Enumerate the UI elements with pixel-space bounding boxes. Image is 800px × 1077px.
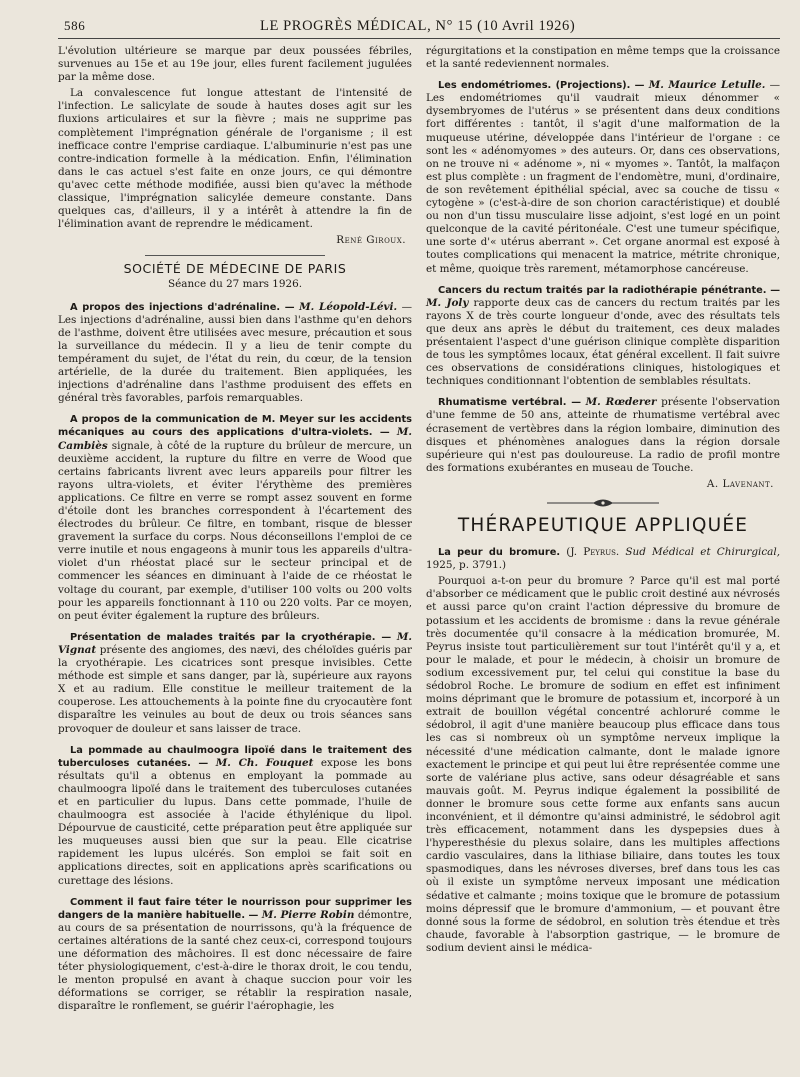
right-column (426, 45, 780, 1016)
entry-nourrisson: Comment il faut faire téter le nourrisson pour supprimer les dangers de la manière habituelle. — M. Pierre Robin démontre, au cours de sa présentation de nourrissons, qu'à la fréquence de certaines altérations de la santé chez ceux-ci, correspond toujours une déformation des mâchoires. Il est donc nécessaire de faire téter physiologiquement, c'est-à-dire le thorax droit, le cou tendu, le menton propulsé en avant à chaque succion pour voir les déformations se corriger, se rétablir la respiration nasale, disparaître le ronflement, se guérir l'aérophagie, les (58, 896, 413, 1013)
ornament-divider-icon (543, 497, 663, 509)
article-heading: La peur du bromure. (J. Peyrus. Sud Médical et Chirurgical, 1925, p. 3791.) (426, 546, 781, 572)
two-column-body (58, 45, 780, 1016)
running-header (58, 18, 780, 39)
society-title: SOCIÉTÉ DE MÉDECINE DE PARIS (123, 261, 347, 277)
entry-endometriomes: Les endométriomes. (Projections). — M. Maurice Letulle. — Les endométriomes qu'il vaudrait mieux dénommer « dysembryomes de l'utérus » se présentent dans deux conditions fort différentes : tantôt, il s'agit d'une malformation de la muqueuse utérine, développée dans l'intérieur de l'organe : ce sont les « adénomyomes » des auteurs. Or, dans ces observations, on ne trouve ni « adénome », ni « myomes ». Tantôt, la malfaçon est plus complète : un fragment de l'endomètre, muni, d'ordinaire, de son revêtement épithélial spécial, avec sa couche de tissu « cytogène » (c'est-à-dire de son chorion caractéristique) et doublé ou non d'un tissu musculaire lisse adjoint, s'est logé en un point quelconque de la cavité péritonéale. C'est une tumeur spécifique, une sorte d'« utérus aberrant ». Cet organe anormal est exposé à toutes complications qui menacent la matrice, métrite chronique, et même, quoique très rarement, métamorphose cancéreuse. (426, 79, 780, 275)
signature-lavenant: A. Lavenant. (706, 477, 774, 490)
intro-paragraph-2: La convalescence fut longue attestant de l'intensité de l'infection. Le salicylate de soude à hautes doses agit sur les fluxions articulaires et sur la fièvre ; mais ne supprime pas complètement l'imprégnation générale de l'organisme ; il est inefficace contre l'emprise cardiaque. L'albuminurie n'est pas une contre-indication formelle à la médication. Enfin, l'élimination dans le cas actuel s'est faite en onze jours, ce qui démontre qu'avec cette méthode modifiée, aussi bien qu'avec la méthode classique, l'imprégnation salicylée demeure constante. Dans quelques cas, d'ailleurs, il y a intérêt à attendre la fin de l'élimination avant de reprendre le médicament. (58, 87, 412, 231)
entry-rhumatisme: Rhumatisme vertébral. — M. Rœderer présente l'observation d'une femme de 50 ans, atteinte de rhumatisme vertébral avec écrasement de vertèbres dans la région lombaire, diminution des disques et phénomènes analogues dans la région dorsale supérieure qui n'est pas douloureuse. La radio de profil montre des formations exubérantes en museau de Touche. (426, 396, 781, 474)
signature-giroux: René Giroux. (336, 234, 406, 247)
section-title-therapeutique: THÉRAPEUTIQUE APPLIQUÉE (457, 515, 749, 536)
entry-cancers-rectum: Cancers du rectum traités par la radiothérapie pénétrante. — M. Joly rapporte deux cas de cancers du rectum traités par les rayons X de très courte longueur d'onde, avec des résultats tels que deux ans après le début du traitement, ces deux malades présentaient l'aspect d'une guérison clinique complète disparition de tous les symptômes locaux, état général excellent. Il fait suivre ces observations de considérations cliniques, histologiques et techniques conditionnant l'obtention de semblables résultats. (426, 284, 780, 388)
left-column (58, 45, 412, 1016)
page-number: 586 (64, 18, 86, 33)
journal-title: LE PROGRÈS MÉDICAL, N° 15 (10 Avril 1926) (260, 18, 576, 34)
intro-paragraph-1: L'évolution ultérieure se marque par deux poussées fébriles, survenues au 15e et au 19e jour, elles furent facilement jugulées par la même dose. (58, 45, 412, 84)
society-date: Séance du 27 mars 1926. (168, 277, 302, 290)
entry-cryotherapie: Présentation de malades traités par la cryothérapie. — M. Vignat présente des angiomes, des nævi, des chéloïdes guéris par la cryothérapie. Les cicatrices sont presque invisibles. Cette méthode est simple et sans danger, par là, supérieure aux rayons X et au radium. Elle constitue le meilleur traitement de la couperose. Les attouchements à la pointe fine du cryocautère font disparaître les veinules au bout de deux ou trois séances sans provoquer de douleur et sans laisser de trace. (58, 630, 413, 735)
section-divider (145, 255, 325, 256)
entry-chaulmoogra: La pommade au chaulmoogra lipoïé dans le traitement des tuberculoses cutanées. — M. Ch. Fouquet expose les bons résultats qu'il a obtenus en employant la pommade au chaulmoogra lipoïé dans le traitement des tuberculoses cutanées et en particulier du lupus. Dans cette pommade, l'huile de chaulmoogra est associée à l'acide éthylénique du lipol. Dépourvue de causticité, cette préparation peut être appliquée sur les muqueuses aussi bien que sur la peau. Elle cicatrise rapidement les lupus ulcérés. Son emploi se fait soit en applications directes, soit en applications après scarifications ou curettage des lésions. (58, 744, 412, 887)
entry-ultra-violets: A propos de la communication de M. Meyer sur les accidents mécaniques au cours des applications d'ultra-violets. — M. Cambiès signale, à côté de la rupture du brûleur de mercure, un deuxième accident, la rupture du filtre en verre de Wood que certains fabricants livrent avec leurs appareils pour filtrer les rayons ultra-violets, et éviter l'érythème des premières applications. Ce filtre en verre se rompt assez souvent en forme d'étoile dont les branches correspondent à l'écartement des électrodes du brûleur. Ce filtre, en tombant, risque de blesser gravement la surface du corps. Nous déconseillons l'emploi de ce verre inutile et nous engageons à munir tous les appareils d'ultra-violet d'un rhéostat placé sur le secteur principal et de commencer les séances en diminuant à l'aide de ce rhéostat le voltage du courant, par exemple, d'utiliser 100 volts ou 200 volts pour les appareils fonctionnant à 110 ou 220 volts. Par ce moyen, on peut éviter également la rupture des brûleurs. (58, 414, 412, 622)
continuation-paragraph: régurgitations et la constipation en même temps que la croissance et la santé redeviennent normales. (426, 45, 780, 71)
entry-adrenaline: A propos des injections d'adrénaline. — M. Léopold-Lévi. — Les injections d'adrénaline, aussi bien dans l'asthme qu'en dehors de l'asthme, doivent être utilisées avec mesure, précaution et sous la surveillance du médecin. Il y a lieu de tenir compte du tempérament du sujet, de l'état du rein, du cœur, de la tension artérielle, de la durée du traitement. Bien appliquées, les injections d'adrénaline dans l'asthme produisent des effets en général très favorables, parfois remarquables. (58, 300, 413, 405)
article-paragraph: Pourquoi a-t-on peur du bromure ? Parce qu'il est mal porté d'absorber ce médicament que le public croit destiné aux névrosés et aussi parce qu'on craint l'action dépressive du bromure de potassium et les accidents de bromisme : dans la revue générale très documentée qu'il consacre à la médication bromurée, M. Peyrus insiste tout particulièrement sur tout l'intérêt qu'il y a, et pour le malade, et pour le médecin, à choisir un bromure de sodium excessivement pur, tel celui qui constitue la base du sédobrol Roche. Le bromure de sodium en effet est infiniment moins déprimant que le bromure de potassium et, incorporé à un extrait de bouillon végétal concentré achloruré comme le sédobrol, il agit d'une manière beaucoup plus efficace dans tous les cas si nombreux où un symptôme nerveux implique la nécessité d'une médication calmante, dont le malade ignore exactement le principe et qui peut lui être représentée comme une sorte de valériane plus active, sans odeur désagréable et sans mauvais goût. M. Peyrus indique également la possibilité de donner le bromure sous cette forme aux enfants sans aucun inconvénient, et il démontre qu'ainsi administré, le sédobrol agit très efficacement, notamment dans les dyspepsies dues à l'hyperesthésie du plexus solaire, dans les multiples affections cardio vasculaires, dans la lithiase biliaire, dans toutes les toux spasmodiques, dans les névroses diverses, bref dans tous les cas où il existe un symptôme nerveux imposant une médication sédative et calmante ; moins toxique que le bromure de potassium moins dépressif que le bromure d'ammonium, — et pouvant être donné sous la forme de sédobrol, en solution très étendue et très chaude, favorable à l'absorption gastrique, — le bromure de sodium devient ainsi le médica- (426, 575, 780, 954)
